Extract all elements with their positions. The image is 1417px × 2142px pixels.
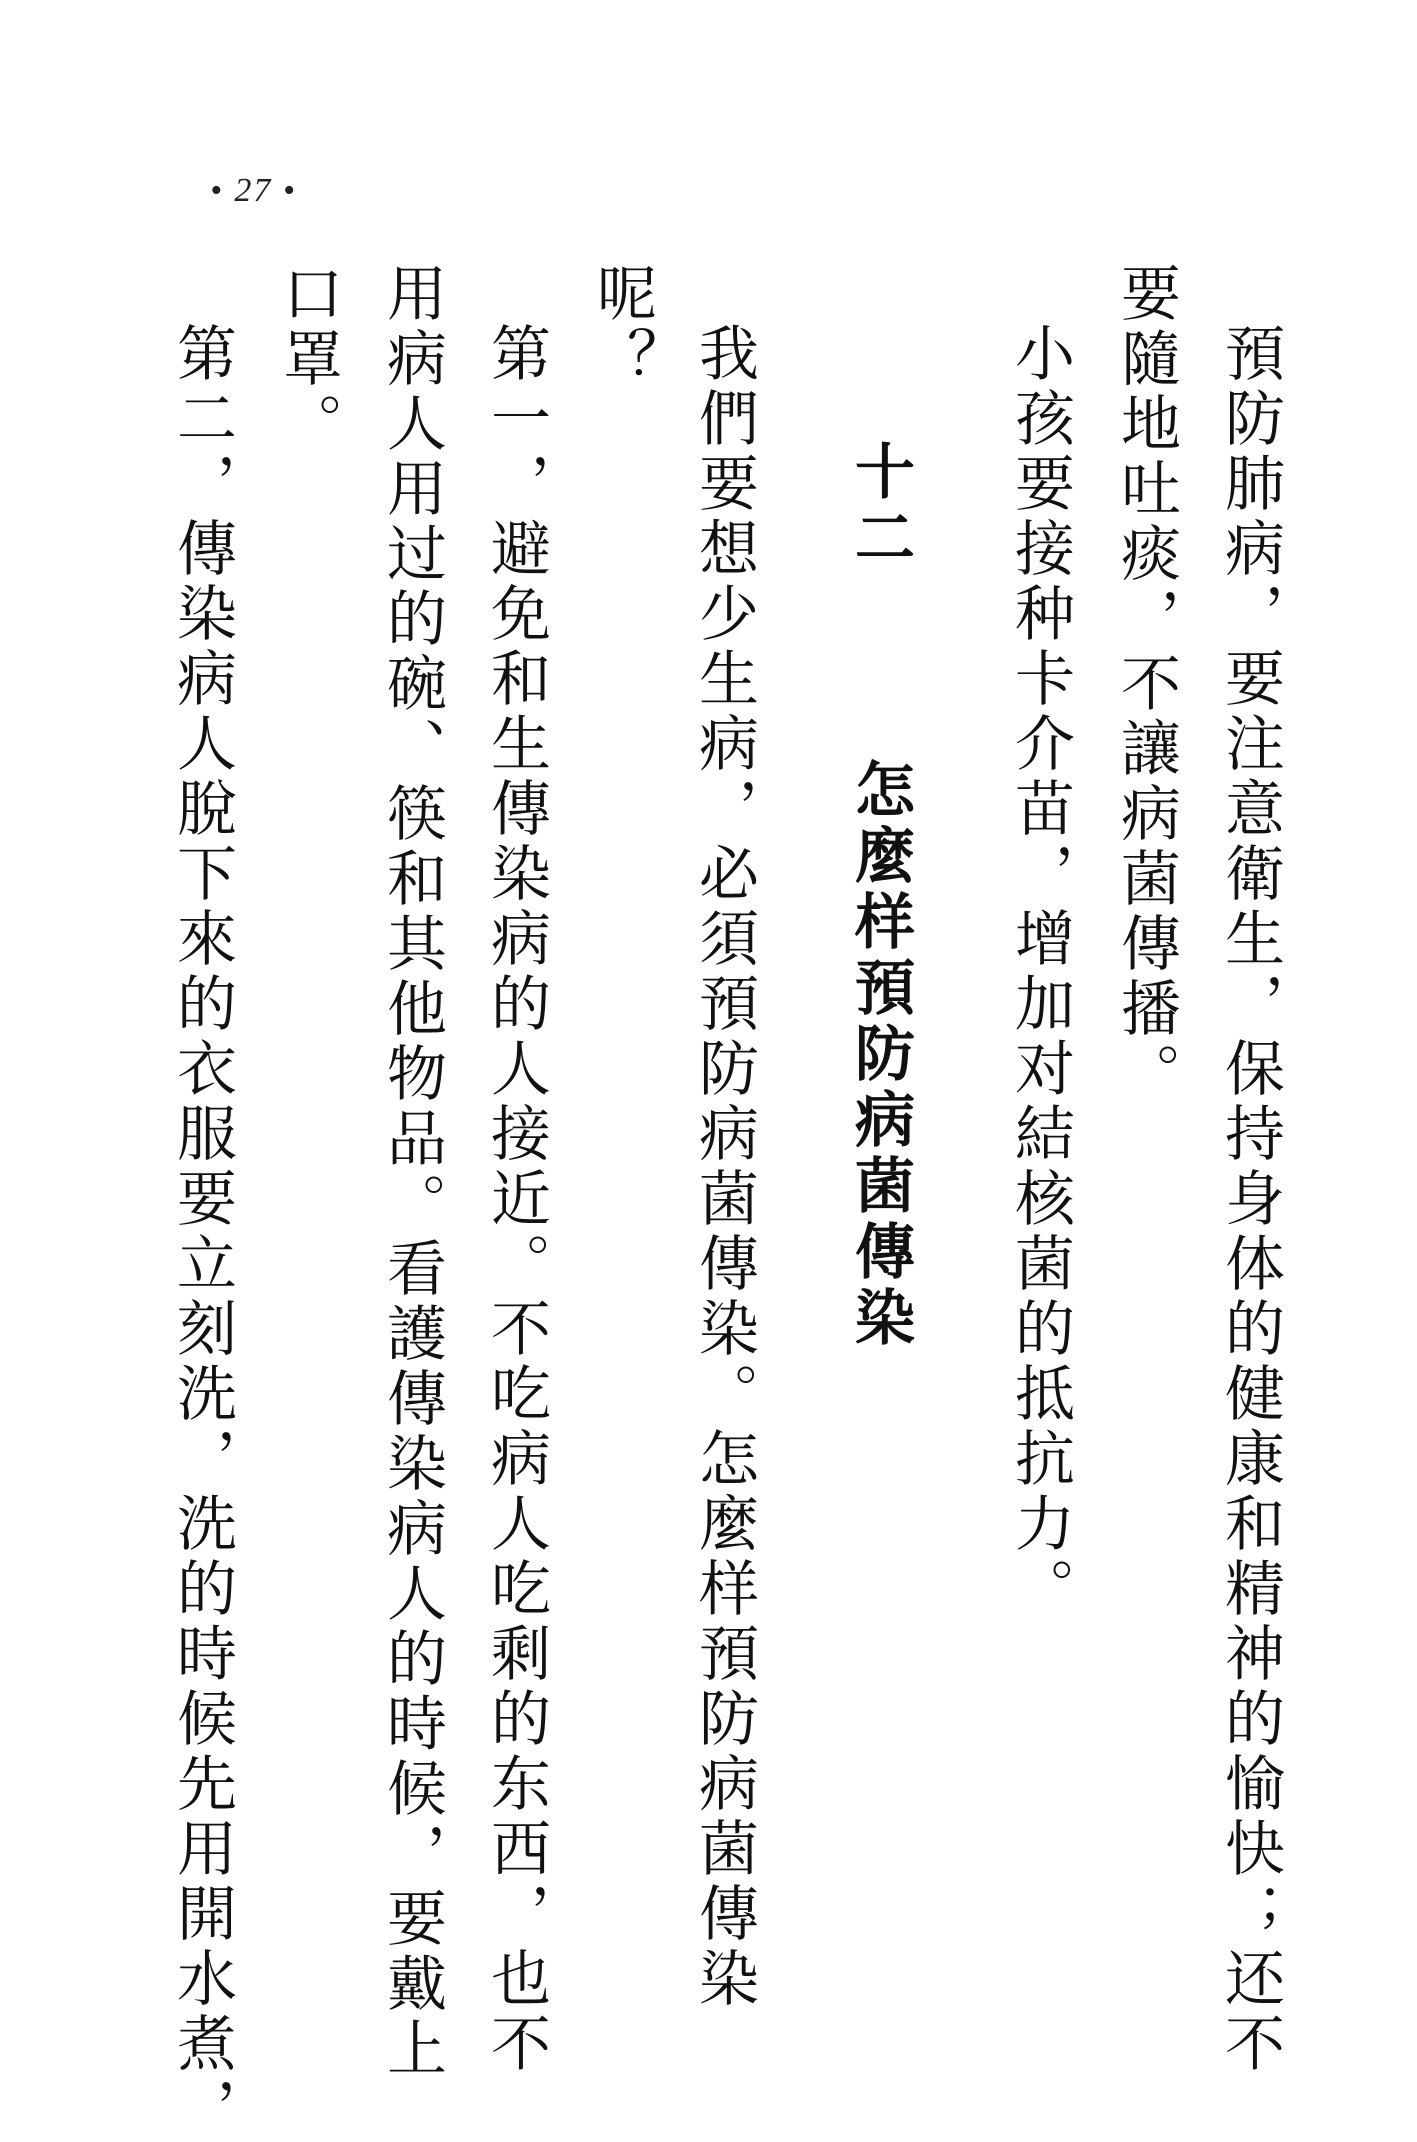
text-column-9: 第二，傳染病人脫下來的衣服要立刻洗，洗的時候先用開水煮，: [167, 322, 237, 2142]
text-column-7: 用病人用过的碗、筷和其他物品。看護傳染病人的時候，要戴上: [377, 262, 447, 2082]
text-column-1: 預防肺病，要注意衛生，保持身体的健康和精神的愉快；还不: [1215, 322, 1285, 2077]
section-title: 怎麼样預防病菌傳染: [845, 758, 915, 1352]
page-number: • 27 •: [210, 172, 297, 209]
text-column-6: 第一，避免和生傳染病的人接近。不吃病人吃剩的东西，也不: [481, 322, 551, 2077]
text-column-3: 小孩要接种卡介苗，增加对結核菌的抵抗力。: [1005, 322, 1075, 1622]
text-column-5: 呢？: [587, 262, 657, 392]
text-column-4: 我們要想少生病，必須預防病菌傳染。怎麼样預防病菌傳染: [689, 322, 759, 2012]
section-number: 十二: [845, 440, 915, 572]
section-heading: [845, 440, 915, 1352]
text-column-2: 要隨地吐痰，不讓病菌傳播。: [1111, 262, 1181, 1107]
text-column-8: 口罩。: [273, 262, 343, 457]
